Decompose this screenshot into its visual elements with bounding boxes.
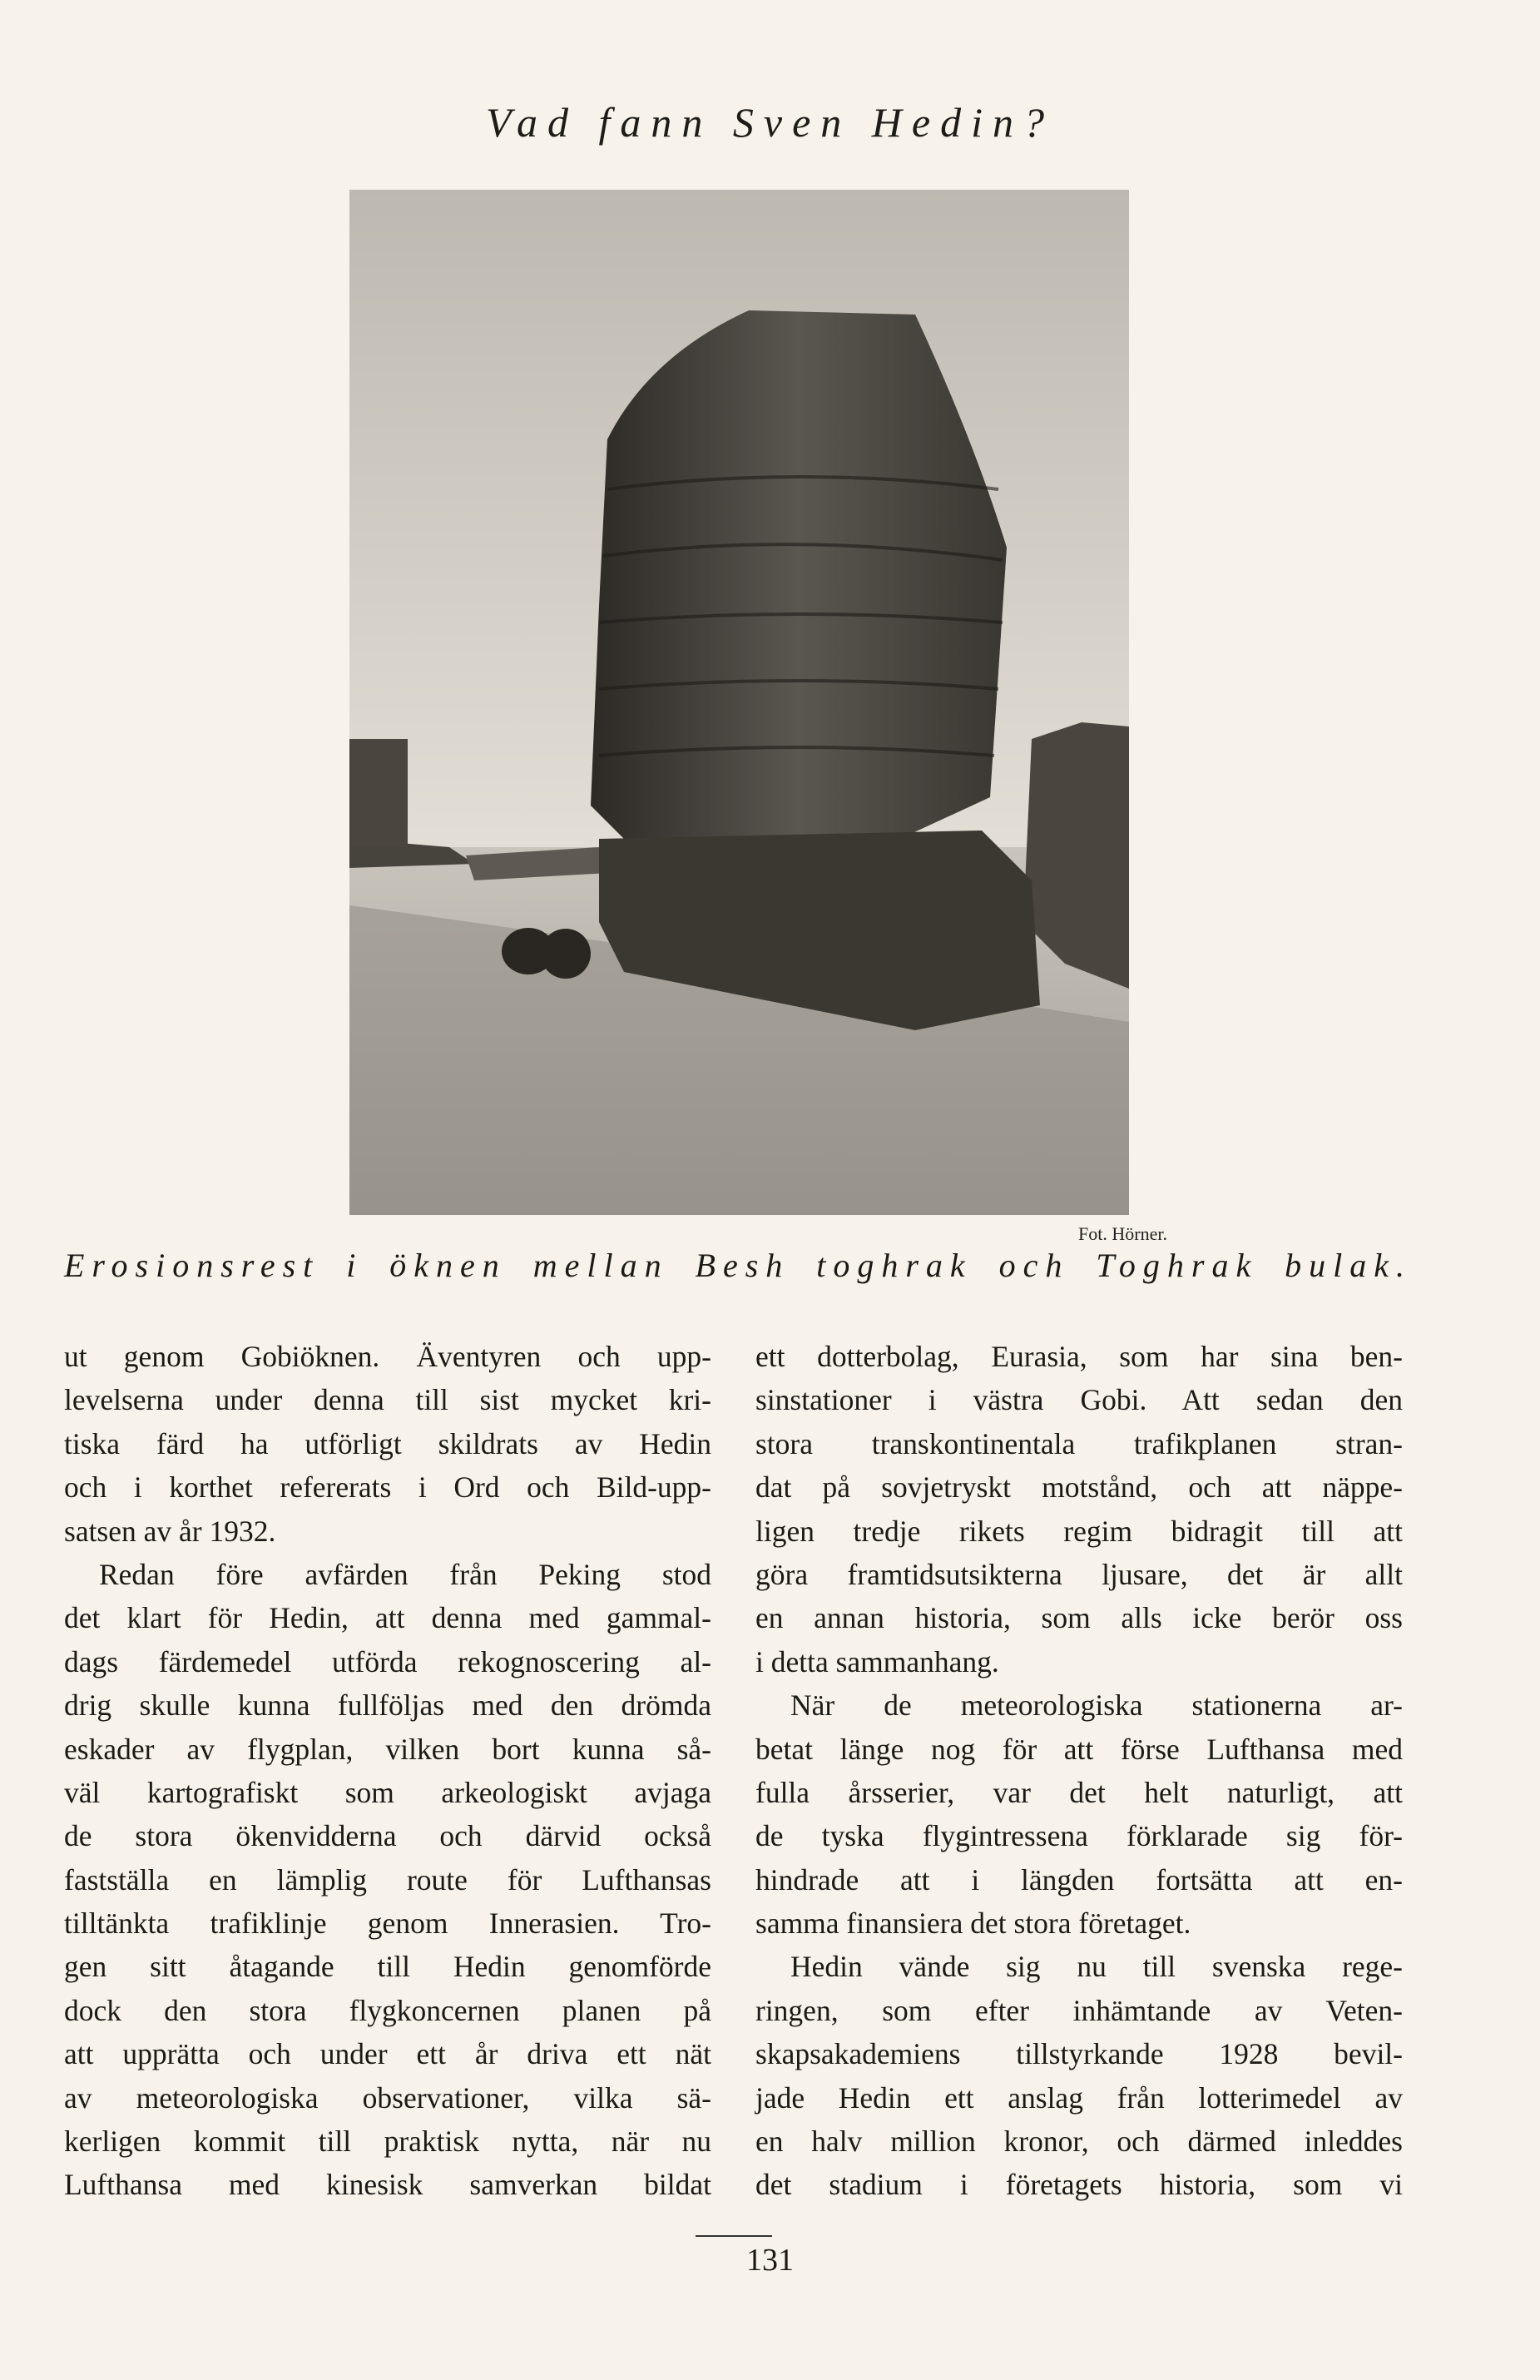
text-line: dags färdemedel utförda rekognoscering al-: [64, 1644, 711, 1678]
text-line: ringen, som efter inhämtande av Veten-: [755, 1993, 1403, 2027]
text-line: väl kartografiskt som arkeologiskt avjaga: [64, 1775, 711, 1809]
photo-erosion-rock: [349, 190, 1129, 1215]
figure-caption: Erosionsrest i öknen mellan Besh toghrak och Toghrak bulak.: [64, 1247, 1412, 1284]
text-line: tiska färd ha utförligt skildrats av Hedin: [64, 1426, 711, 1460]
text-line: tilltänkta trafiklinje genom Innerasien. Tro-: [64, 1906, 711, 1941]
text-column-right: [755, 1335, 1403, 2207]
text-line: jade Hedin ett anslag från lotterimedel av: [755, 2080, 1403, 2115]
text-line: Redan före avfärden från Peking stod: [99, 1557, 711, 1591]
text-line: fulla årsserier, var det helt naturligt, att: [755, 1775, 1403, 1809]
page-number: 131: [746, 2243, 794, 2278]
rock-formation-illustration: [349, 190, 1129, 1215]
text-column-left: [64, 1335, 711, 2207]
text-line: fastställa en lämplig route för Lufthansas: [64, 1862, 711, 1897]
text-line: gen sitt åtagande till Hedin genomförde: [64, 1950, 711, 1984]
text-line: sinstationer i västra Gobi. Att sedan den: [755, 1383, 1403, 1417]
text-line: av meteorologiska observationer, vilka sä-: [64, 2080, 711, 2115]
text-line: en halv million kronor, och därmed inleddes: [755, 2125, 1403, 2159]
text-line: det stadium i företagets historia, som vi: [755, 2168, 1403, 2202]
text-line: dat på sovjetryskt motstånd, och att näppe-: [755, 1470, 1403, 1505]
text-line: betat länge nog för att förse Lufthansa med: [755, 1732, 1403, 1766]
text-line: i detta sammanhang.: [755, 1644, 999, 1678]
text-line: Lufthansa med kinesisk samverkan bildat: [64, 2168, 711, 2202]
text-line: att upprätta och under ett år driva ett nät: [64, 2037, 711, 2071]
text-line: skapsakademiens tillstyrkande 1928 bevil-: [755, 2037, 1403, 2071]
text-line: de stora ökenvidderna och därvid också: [64, 1819, 711, 1853]
text-line: satsen av år 1932.: [64, 1514, 276, 1548]
text-line: dock den stora flygkoncernen planen på: [64, 1993, 711, 2027]
text-line: stora transkontinentala trafikplanen stran-: [755, 1426, 1403, 1460]
running-title: Vad fann Sven Hedin?: [486, 99, 1054, 146]
text-line: ligen tredje rikets regim bidragit till att: [755, 1514, 1403, 1548]
text-line: ut genom Gobiöknen. Äventyren och upp-: [64, 1340, 711, 1373]
page-number-rule: [696, 2235, 772, 2237]
text-line: hindrade att i längden fortsätta att en-: [755, 1862, 1403, 1897]
text-line: samma finansiera det stora företaget.: [755, 1906, 1191, 1941]
text-line: ett dotterbolag, Eurasia, som har sina ben-: [755, 1340, 1403, 1373]
text-line: de tyska flygintressena förklarade sig för-: [755, 1819, 1403, 1853]
text-line: det klart för Hedin, att denna med gammal-: [64, 1601, 711, 1635]
text-line: Hedin vände sig nu till svenska rege-: [790, 1950, 1403, 1984]
text-line: eskader av flygplan, vilken bort kunna så-: [64, 1732, 711, 1766]
text-line: levelserna under denna till sist mycket kri-: [64, 1383, 711, 1417]
text-line: När de meteorologiska stationerna ar-: [790, 1688, 1403, 1723]
photo-credit: Fot. Hörner.: [1078, 1223, 1167, 1244]
text-line: en annan historia, som alls icke berör oss: [755, 1601, 1403, 1635]
text-line: och i korthet refererats i Ord och Bild-upp-: [64, 1470, 711, 1505]
text-line: drig skulle kunna fullföljas med den drömda: [64, 1688, 711, 1723]
text-line: kerligen kommit till praktisk nytta, när nu: [64, 2125, 711, 2159]
text-line: göra framtidsutsikterna ljusare, det är allt: [755, 1557, 1403, 1591]
